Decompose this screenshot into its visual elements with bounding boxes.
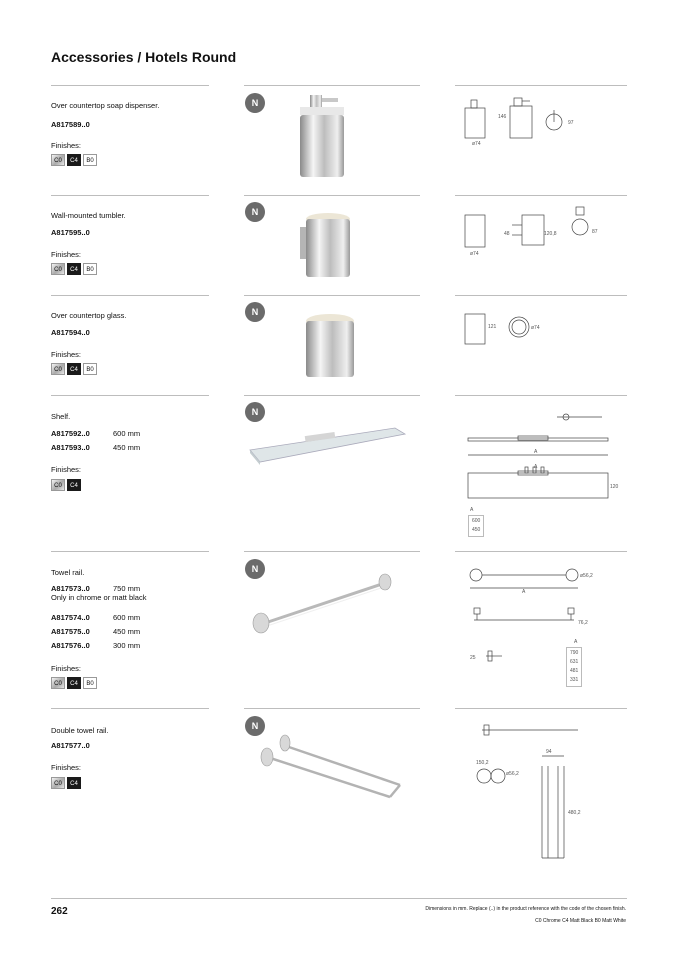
dimension-table	[566, 647, 582, 687]
finishes-label: Finishes:	[51, 250, 82, 259]
divider	[51, 85, 209, 86]
swatch-chrome: C0	[51, 777, 65, 789]
finish-swatches	[51, 263, 97, 275]
product-description: Over countertop glass.	[51, 311, 127, 320]
dimension-label: 480,2	[568, 810, 581, 816]
new-badge: N	[245, 93, 265, 113]
product-code: A817574..0	[51, 613, 90, 622]
dimension-label: ø74	[472, 141, 481, 147]
product-size: 450 mm	[113, 443, 141, 452]
dimension-label: 97	[568, 120, 574, 126]
divider	[51, 295, 209, 296]
finish-swatches	[51, 154, 97, 166]
product-code: A817595..0	[51, 228, 90, 237]
dimension-label: ø56,2	[580, 573, 593, 579]
finishes-label: Finishes:	[51, 350, 82, 359]
product-photo	[245, 725, 410, 815]
finishes-label: Finishes:	[51, 465, 82, 474]
finish-legend: C0 Chrome C4 Matt Black B0 Matt White	[535, 918, 626, 924]
divider	[455, 85, 627, 86]
dimension-label: ø74	[470, 251, 479, 257]
finishes-label: Finishes:	[51, 141, 82, 150]
product-code: A817576..0	[51, 641, 90, 650]
swatch-matt-white: B0	[83, 363, 97, 375]
swatch-matt-black: C4	[67, 677, 81, 689]
dimension-table-value: 790	[570, 650, 579, 656]
swatch-chrome: C0	[51, 363, 65, 375]
page-title: Accessories / Hotels Round	[51, 49, 237, 65]
product-photo	[290, 205, 370, 285]
product-size: 450 mm	[113, 627, 141, 636]
product-photo	[245, 565, 410, 640]
swatch-matt-black: C4	[67, 154, 81, 166]
product-photo	[280, 95, 380, 185]
divider	[51, 708, 209, 709]
product-description: Over countertop soap dispenser.	[51, 101, 160, 110]
technical-drawing	[462, 405, 627, 545]
divider	[244, 708, 420, 709]
dimension-label: 87	[592, 229, 598, 235]
new-badge: N	[245, 559, 265, 579]
dimension-table-value: 600	[472, 518, 481, 524]
product-size: 750 mm	[113, 584, 141, 593]
dimension-label: 25	[470, 655, 476, 661]
dimension-label: A	[522, 589, 526, 595]
finish-swatches	[51, 777, 81, 789]
product-description: Double towel rail.	[51, 726, 109, 735]
finish-swatches	[51, 677, 97, 689]
divider	[244, 195, 420, 196]
divider	[455, 708, 627, 709]
new-badge: N	[245, 402, 265, 422]
dimension-label: ø74	[531, 325, 540, 331]
divider	[244, 295, 420, 296]
page-number: 262	[51, 906, 68, 917]
swatch-matt-black: C4	[67, 479, 81, 491]
dimension-table	[468, 515, 484, 537]
finishes-label: Finishes:	[51, 664, 82, 673]
new-badge: N	[245, 302, 265, 322]
finishes-label: Finishes:	[51, 763, 82, 772]
swatch-matt-black: C4	[67, 777, 81, 789]
dimension-label: 94	[546, 749, 552, 755]
swatch-matt-white: B0	[83, 263, 97, 275]
divider	[51, 195, 209, 196]
divider	[455, 195, 627, 196]
product-description: Shelf.	[51, 412, 71, 421]
divider	[244, 85, 420, 86]
new-badge: N	[245, 202, 265, 222]
product-code: A817593..0	[51, 443, 90, 452]
swatch-chrome: C0	[51, 479, 65, 491]
product-code: A817589..0	[51, 120, 90, 129]
divider	[51, 551, 209, 552]
swatch-matt-black: C4	[67, 363, 81, 375]
dimension-label: ø56,2	[506, 771, 519, 777]
dimension-label: 150,2	[476, 760, 489, 766]
dimension-label: 120	[610, 484, 619, 490]
dimension-table-value: 450	[472, 527, 481, 533]
technical-drawing	[462, 718, 622, 868]
finish-swatches	[51, 479, 81, 491]
new-badge: N	[245, 716, 265, 736]
product-photo	[245, 420, 410, 475]
divider	[455, 295, 627, 296]
dimension-label: A	[534, 464, 538, 470]
swatch-matt-white: B0	[83, 154, 97, 166]
product-code: A817592..0	[51, 429, 90, 438]
product-code: A817575..0	[51, 627, 90, 636]
technical-drawing	[462, 563, 622, 663]
divider	[244, 395, 420, 396]
dimension-label: 146	[498, 114, 507, 120]
dimension-table-header: A	[574, 639, 578, 645]
divider	[455, 395, 627, 396]
swatch-chrome: C0	[51, 154, 65, 166]
product-code: A817594..0	[51, 328, 90, 337]
divider	[51, 395, 209, 396]
dimension-table-header: A	[470, 507, 474, 513]
footnote: Dimensions in mm. Replace (..) in the product reference with the code of the chosen finish.	[425, 906, 626, 912]
dimension-table-value: 331	[570, 677, 579, 683]
swatch-chrome: C0	[51, 263, 65, 275]
product-photo	[295, 305, 365, 385]
product-description: Wall-mounted tumbler.	[51, 211, 126, 220]
dimension-table-value: 631	[570, 659, 579, 665]
product-size: 600 mm	[113, 429, 141, 438]
product-description: Towel rail.	[51, 568, 85, 577]
technical-drawing	[462, 310, 562, 350]
dimension-label: A	[534, 449, 538, 455]
product-code: A817577..0	[51, 741, 90, 750]
technical-drawing	[462, 96, 582, 152]
dimension-label: 120,8	[544, 231, 557, 237]
divider	[455, 551, 627, 552]
swatch-matt-white: B0	[83, 677, 97, 689]
dimension-label: 76,2	[578, 620, 588, 626]
swatch-matt-black: C4	[67, 263, 81, 275]
product-size: 600 mm	[113, 613, 141, 622]
product-note: Only in chrome or matt black	[51, 593, 147, 602]
finish-swatches	[51, 363, 97, 375]
divider	[244, 551, 420, 552]
technical-drawing	[462, 205, 602, 261]
swatch-chrome: C0	[51, 677, 65, 689]
product-size: 300 mm	[113, 641, 141, 650]
footer-divider	[51, 898, 627, 899]
product-code: A817573..0	[51, 584, 90, 593]
dimension-table-value: 481	[570, 668, 579, 674]
dimension-label: 121	[488, 324, 497, 330]
dimension-label: 48	[504, 231, 510, 237]
